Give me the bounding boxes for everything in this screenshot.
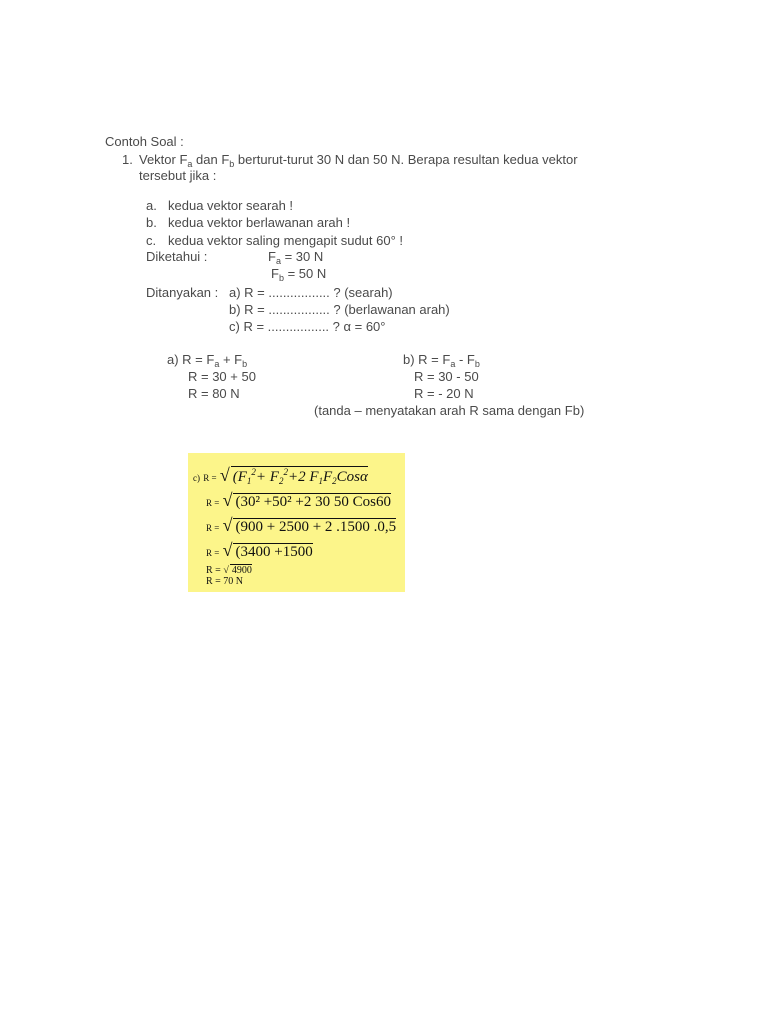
formula-r-eq-2: R =: [206, 498, 220, 508]
formula-r-eq-1: R =: [203, 473, 217, 483]
ans-a-part2: + F: [219, 352, 243, 367]
formula-radicand-1: [231, 466, 368, 486]
answer-a-line1: [167, 352, 247, 368]
formula-line-6: R = 70 N: [206, 576, 244, 587]
fa-value: = 30 N: [280, 249, 324, 264]
ans-a-part1: a) R = F: [167, 352, 215, 367]
formula-line-4: [206, 540, 313, 561]
formula-line-1: [193, 465, 368, 486]
formula-radicand-4: (3400 +1500: [235, 544, 313, 560]
q-part-2: dan F: [192, 152, 230, 167]
fa-symbol: F: [268, 249, 276, 264]
f1f2-sub2: 2: [332, 476, 337, 486]
diketahui-label: Diketahui :: [146, 249, 208, 264]
option-c-text: kedua vektor saling mengapit sudut 60° !: [168, 233, 404, 248]
q-part-1: Vektor F: [139, 152, 188, 167]
option-a-text: kedua vektor searah !: [168, 198, 294, 213]
sqrt-icon: √: [222, 490, 233, 510]
formula-r-eq-5: R =: [206, 565, 221, 576]
ans-b-sub-b: b: [474, 359, 480, 369]
fa-given: [268, 249, 323, 265]
formula-r-eq-3: R =: [206, 523, 220, 533]
formula-r-eq-4: R =: [206, 548, 220, 558]
f2-sym: + F: [255, 469, 279, 485]
formula-line-5: [206, 564, 252, 576]
q-sub-b: b: [229, 159, 235, 169]
ask-b: b) R = ................. ? (berlawanan arah): [229, 302, 450, 317]
fb-given: [271, 266, 326, 282]
f1-sub: 1: [246, 476, 252, 486]
fb-value: = 50 N: [283, 266, 327, 281]
formula-radicand-2: (30² +50² +2 30 50 Cos60: [235, 494, 391, 510]
sqrt-icon: √: [222, 540, 233, 560]
formula-label-c: c): [193, 473, 200, 483]
f1-sup: 2: [251, 467, 256, 477]
ans-a-sub-a: a: [214, 359, 220, 369]
q-part-3: berturut-turut 30 N dan 50 N. Berapa resultan kedua vektor: [234, 152, 578, 167]
answer-a-line2: R = 30 + 50: [188, 369, 256, 384]
sqrt-icon: √: [223, 565, 229, 576]
formula-radicand-3: (900 + 2500 + 2 .1500 .0,5: [235, 519, 397, 535]
ask-a: a) R = ................. ? (searah): [229, 285, 393, 300]
answer-b-line1: [403, 352, 480, 368]
ans-b-sub-a: a: [450, 359, 456, 369]
ans-a-sub-b: b: [242, 359, 248, 369]
fb-sub: b: [278, 273, 284, 283]
ditanyakan-label: Ditanyakan :: [146, 285, 219, 300]
ans-b-part1: b) R = F: [403, 352, 451, 367]
ask-c: c) R = ................. ? α = 60°: [229, 319, 386, 334]
option-a-letter: a.: [146, 198, 157, 213]
option-c-letter: c.: [146, 233, 157, 248]
f1f2-sym2: F: [323, 469, 333, 485]
sqrt-icon: √: [222, 515, 233, 535]
f2-sub: 2: [278, 476, 284, 486]
cos-alpha: Cosα: [336, 469, 368, 485]
formula-line-2: [206, 490, 391, 511]
fb-symbol: F: [271, 266, 279, 281]
question-number: 1.: [122, 152, 133, 167]
answer-b-line2: R = 30 - 50: [414, 369, 479, 384]
ans-b-part2: - F: [455, 352, 475, 367]
sqrt-icon: √: [219, 465, 230, 485]
formula-radicand-5: 4900: [231, 565, 252, 576]
f1f2-sym: +2 F: [287, 469, 319, 485]
option-b-text: kedua vektor berlawanan arah !: [168, 215, 351, 230]
f1f2-sub1: 1: [318, 476, 323, 486]
heading: Contoh Soal :: [105, 134, 184, 149]
question-text: [139, 152, 578, 168]
q-sub-a: a: [187, 159, 193, 169]
option-b-letter: b.: [146, 215, 157, 230]
f1-sym: (F: [232, 469, 247, 485]
f2-sup: 2: [283, 467, 288, 477]
answer-a-line3: R = 80 N: [188, 386, 240, 401]
question-text-line2: tersebut jika :: [139, 168, 217, 183]
answer-b-note: (tanda – menyatakan arah R sama dengan Fb): [314, 403, 585, 418]
answer-b-line3: R = - 20 N: [414, 386, 474, 401]
formula-line-3: [206, 515, 396, 536]
fa-sub: a: [275, 256, 281, 266]
